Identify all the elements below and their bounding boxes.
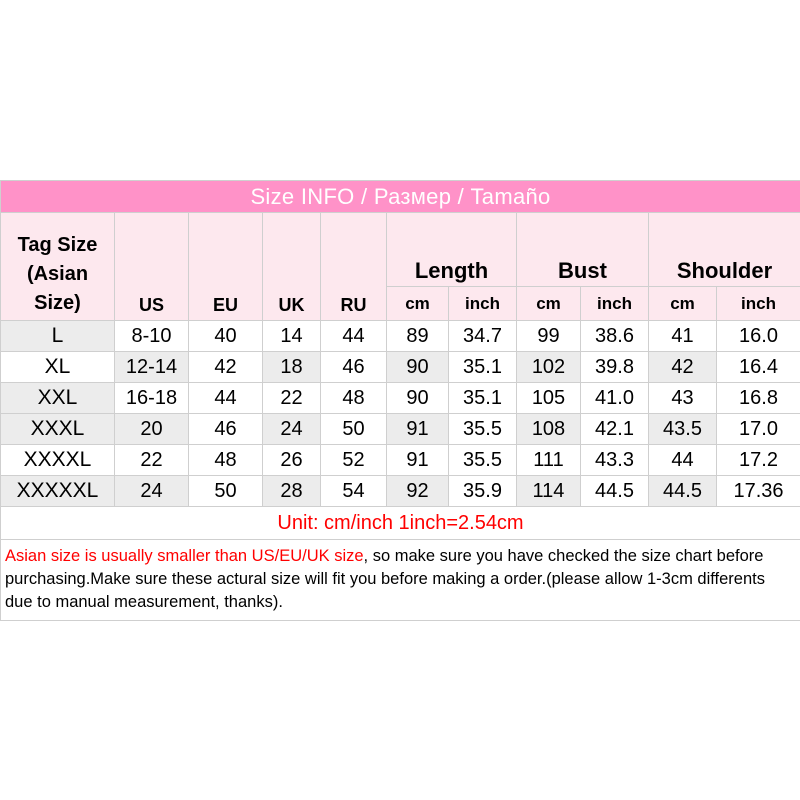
ru-cell: 54: [321, 476, 387, 507]
ru-cell: 50: [321, 414, 387, 445]
shoulder-cm-cell: 44: [649, 445, 717, 476]
bust-header: Bust: [517, 213, 649, 287]
length-inch-cell: 35.5: [449, 414, 517, 445]
us-cell: 16-18: [115, 383, 189, 414]
shoulder-inch-header: inch: [717, 287, 800, 321]
unit-note: Unit: cm/inch 1inch=2.54cm: [1, 507, 800, 540]
ru-cell: 44: [321, 321, 387, 352]
length-cm-cell: 90: [387, 352, 449, 383]
tag-size-header: [1, 213, 115, 321]
tag-size-cell: XXL: [1, 383, 115, 414]
tag-size-cell: XXXL: [1, 414, 115, 445]
table-row: [1, 352, 800, 383]
bust-cm-header: cm: [517, 287, 581, 321]
length-cm-cell: 91: [387, 414, 449, 445]
shoulder-inch-cell: 17.0: [717, 414, 800, 445]
bust-cm-cell: 105: [517, 383, 581, 414]
shoulder-cm-cell: 41: [649, 321, 717, 352]
shoulder-inch-cell: 16.4: [717, 352, 800, 383]
shoulder-inch-cell: 17.36: [717, 476, 800, 507]
bust-cm-cell: 99: [517, 321, 581, 352]
shoulder-inch-cell: 16.0: [717, 321, 800, 352]
uk-cell: 28: [263, 476, 321, 507]
uk-header: UK: [263, 213, 321, 321]
shoulder-inch-cell: 16.8: [717, 383, 800, 414]
shoulder-cm-header: cm: [649, 287, 717, 321]
table-row: [1, 476, 800, 507]
us-cell: 8-10: [115, 321, 189, 352]
size-chart-table: [0, 180, 800, 621]
length-cm-cell: 89: [387, 321, 449, 352]
length-header: Length: [387, 213, 517, 287]
table-row: [1, 383, 800, 414]
uk-cell: 22: [263, 383, 321, 414]
tag-size-cell: XXXXL: [1, 445, 115, 476]
bust-inch-cell: 38.6: [581, 321, 649, 352]
size-notice-highlight: Asian size is usually smaller than US/EU/UK size: [5, 547, 364, 565]
uk-cell: 26: [263, 445, 321, 476]
ru-cell: 48: [321, 383, 387, 414]
table-row: [1, 414, 800, 445]
eu-cell: 42: [189, 352, 263, 383]
uk-cell: 18: [263, 352, 321, 383]
table-row: [1, 445, 800, 476]
length-cm-cell: 91: [387, 445, 449, 476]
tag-size-header-line3: Size): [34, 292, 81, 314]
bust-inch-cell: 44.5: [581, 476, 649, 507]
length-inch-cell: 35.1: [449, 352, 517, 383]
eu-header: EU: [189, 213, 263, 321]
bust-inch-cell: 43.3: [581, 445, 649, 476]
tag-size-cell: XL: [1, 352, 115, 383]
length-cm-cell: 92: [387, 476, 449, 507]
length-inch-cell: 35.5: [449, 445, 517, 476]
ru-header: RU: [321, 213, 387, 321]
ru-cell: 46: [321, 352, 387, 383]
shoulder-cm-cell: 43: [649, 383, 717, 414]
bust-cm-cell: 108: [517, 414, 581, 445]
us-cell: 22: [115, 445, 189, 476]
us-cell: 12-14: [115, 352, 189, 383]
length-inch-header: inch: [449, 287, 517, 321]
bust-cm-cell: 102: [517, 352, 581, 383]
eu-cell: 50: [189, 476, 263, 507]
shoulder-cm-cell: 42: [649, 352, 717, 383]
bust-inch-cell: 41.0: [581, 383, 649, 414]
shoulder-cm-cell: 44.5: [649, 476, 717, 507]
eu-cell: 46: [189, 414, 263, 445]
length-inch-cell: 34.7: [449, 321, 517, 352]
us-header: US: [115, 213, 189, 321]
uk-cell: 14: [263, 321, 321, 352]
bust-inch-header: inch: [581, 287, 649, 321]
bust-inch-cell: 39.8: [581, 352, 649, 383]
us-cell: 24: [115, 476, 189, 507]
shoulder-inch-cell: 17.2: [717, 445, 800, 476]
chart-title: Size INFO / Размер / Tamaño: [1, 181, 800, 213]
ru-cell: 52: [321, 445, 387, 476]
uk-cell: 24: [263, 414, 321, 445]
us-cell: 20: [115, 414, 189, 445]
size-notice-text: , so make sure you have checked the size chart before purchasing.Make sure these actural size will fit you before making a order.(please allow 1-3cm differents due to manual measurement, thanks).: [5, 547, 765, 611]
length-cm-header: cm: [387, 287, 449, 321]
tag-size-header-line2: (Asian: [26, 263, 89, 285]
bust-inch-cell: 42.1: [581, 414, 649, 445]
length-inch-cell: 35.1: [449, 383, 517, 414]
eu-cell: 48: [189, 445, 263, 476]
bust-cm-cell: 111: [517, 445, 581, 476]
table-row: [1, 321, 800, 352]
tag-size-cell: XXXXXL: [1, 476, 115, 507]
length-inch-cell: 35.9: [449, 476, 517, 507]
shoulder-cm-cell: 43.5: [649, 414, 717, 445]
bust-cm-cell: 114: [517, 476, 581, 507]
length-cm-cell: 90: [387, 383, 449, 414]
tag-size-cell: L: [1, 321, 115, 352]
eu-cell: 40: [189, 321, 263, 352]
eu-cell: 44: [189, 383, 263, 414]
size-notice: [1, 540, 800, 621]
shoulder-header: Shoulder: [649, 213, 800, 287]
tag-size-header-line1: Tag Size: [17, 234, 98, 256]
